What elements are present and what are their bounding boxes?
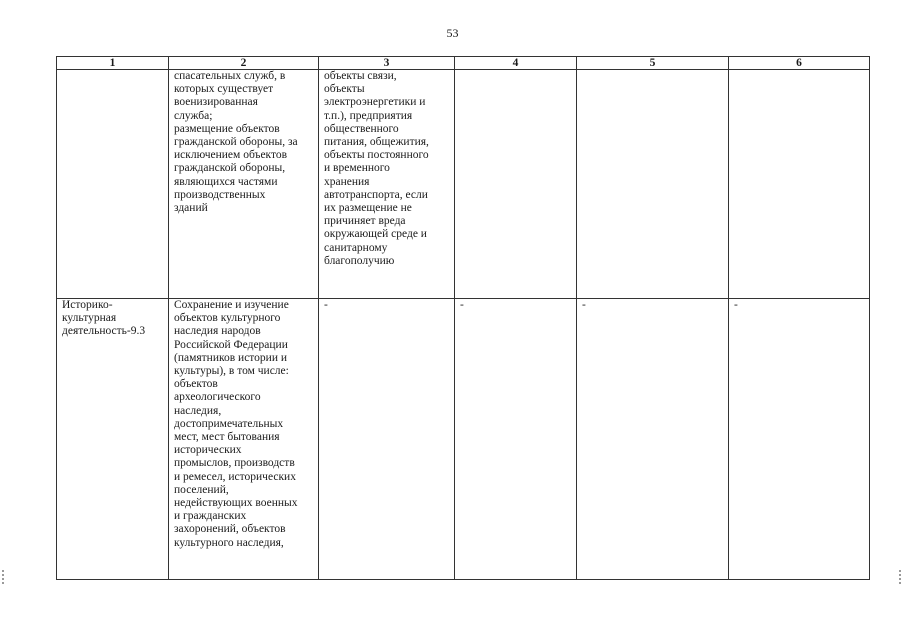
table-cell [169,299,319,580]
table-header-row [57,57,870,70]
column-header-5: 5 [577,57,729,70]
column-header-1: 1 [57,57,169,70]
table-cell [319,299,455,580]
table-cell [455,70,577,299]
table-cell [57,70,169,299]
scan-edge-mark [2,570,4,584]
empty-value-dash: - [324,299,328,311]
table-cell [577,299,729,580]
empty-value-dash: - [460,299,464,311]
empty-value-dash: - [734,299,738,311]
cell-text: спасательных служб, в которых существует военизированная служба; размещение объектов гражданской обороны, за исключением объектов гражданской обороны, являющихся частями производственных зданий [174,70,298,215]
column-header-2: 2 [169,57,319,70]
table-cell [729,299,870,580]
table-cell [729,70,870,299]
table-cell [319,70,455,299]
table-row [57,70,870,299]
column-header-3: 3 [319,57,455,70]
cell-text: объекты связи, объекты электроэнергетики и т.п.), предприятия общественного питания, общежития, объекты постоянного и временного хранения автотранспорта, если их размещение не причиняет вреда окружающей среде и санитарному благополучию [324,70,429,267]
table-cell [169,70,319,299]
table-cell [577,70,729,299]
empty-value-dash: - [582,299,586,311]
page-number: 53 [446,26,459,40]
table-cell [57,299,169,580]
table-cell [455,299,577,580]
table-row [57,299,870,580]
activity-type-label: Историко- культурная деятельность-9.3 [62,299,146,338]
scan-edge-mark [899,570,901,584]
activity-description: Сохранение и изучение объектов культурного наследия народов Российской Федерации (памятников истории и культуры), в том числе: объектов археологического наследия, достопримечательных мест, мест бытования исторических промыслов, производств и ремесел, исторических поселений, недействующих военных и гражданских захоронений, объектов культурного наследия, [174,299,298,549]
column-header-6: 6 [729,57,870,70]
land-use-table [56,56,870,580]
column-header-4: 4 [455,57,577,70]
